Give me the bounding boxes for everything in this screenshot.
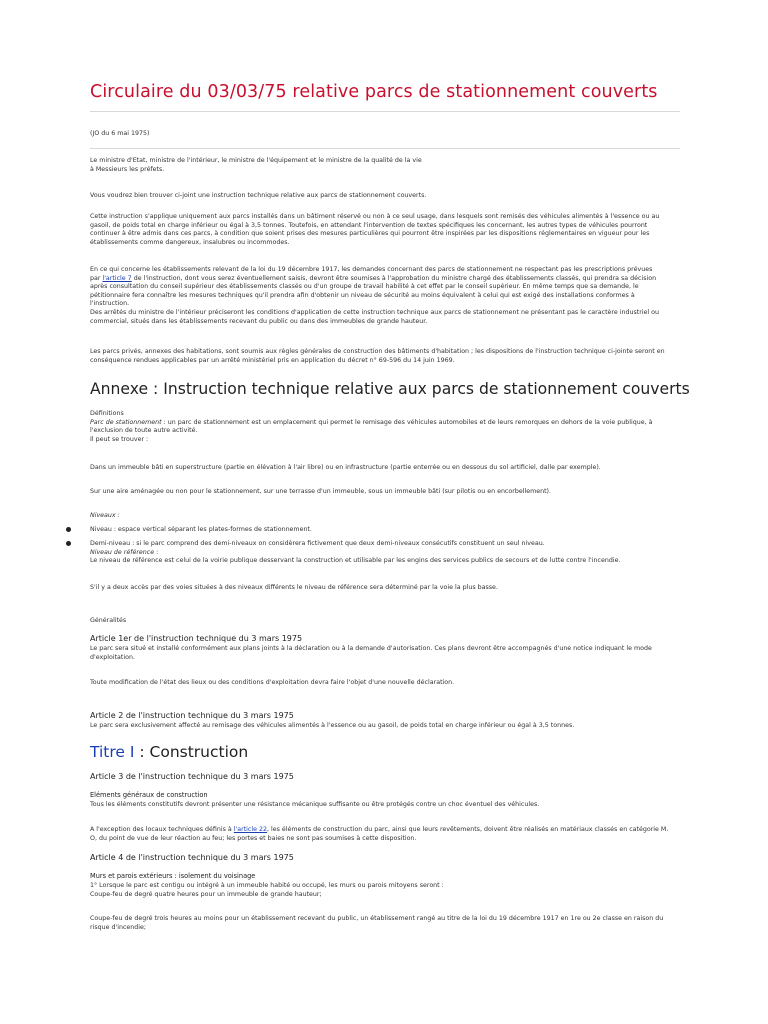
titre-1-label: : Construction: [134, 743, 249, 761]
list-item: Niveau : espace vertical séparant les plates-formes de stationnement.: [90, 526, 312, 533]
article-1-body: [90, 645, 680, 662]
page-title: Circulaire du 03/03/75 relative parcs de stationnement couverts: [90, 82, 658, 102]
article-1-modification: Toute modification de l'état des lieux ou des conditions d'exploitation devra faire l'objet d'une nouvelle déclaration.: [90, 679, 455, 686]
text-line: commercial, situés dans les établissements recevant du public ou dans des immeubles de grande hauteur.: [90, 317, 428, 325]
annexe-heading: Annexe : Instruction technique relative aux parcs de stationnement couverts: [90, 380, 690, 398]
article-4-body-2: [90, 915, 680, 932]
text-line: O, du point de vue de leur réaction au feu; les portes et baies ne sont pas soumises à cette disposition.: [90, 834, 417, 842]
article-3-body: Tous les éléments constitutifs devront présenter une résistance mécanique suffisante ou être protégés contre un choc éventuel des véhicules.: [90, 801, 540, 808]
article-7-link[interactable]: l'article 7: [102, 274, 132, 282]
titre-1-heading: [90, 743, 248, 761]
niveaux-label: Niveaux :: [90, 512, 120, 519]
text-line: établissements comme dangereux, insalubres ou incommodes.: [90, 238, 290, 246]
article-1-heading: Article 1er de l'instruction technique du 3 mars 1975: [90, 634, 303, 643]
paragraph-immeuble: Dans un immeuble bâti en superstructure (partie en élévation à l'air libre) ou en infrastructure (partie enterrée ou en dessous du sol artificiel, dalle par exemple).: [90, 464, 601, 471]
text-line: Coupe-feu de degré quatre heures pour un immeuble de grande hauteur;: [90, 890, 322, 898]
article-4-subheading: Murs et parois extérieurs : isolement du voisinage: [90, 872, 256, 880]
text-line: conséquence rendues applicables par un arrêté ministériel pris en application du décret n° 69-596 du 14 juin 1969.: [90, 356, 455, 364]
paragraph-cette: [90, 213, 680, 247]
title-divider: [90, 111, 680, 112]
bullet-icon: [66, 541, 71, 546]
text-line: l'instruction.: [90, 300, 130, 308]
definitions-heading: Définitions: [90, 410, 124, 417]
article-2-heading: Article 2 de l'instruction technique du 3 mars 1975: [90, 711, 294, 720]
bullet-icon: [66, 527, 71, 532]
term-parc: Parc de stationnement: [90, 418, 162, 426]
paragraph-en: [90, 266, 680, 326]
article-3-heading: Article 3 de l'instruction technique du 3 mars 1975: [90, 772, 294, 781]
article-4-body: [90, 882, 680, 899]
paragraph-prives: [90, 348, 680, 365]
text-line: Demi-niveau : si le parc comprend des demi-niveaux on considèrera fictivement que deux demi-niveaux consécutifs constituent un seul niveau.: [90, 540, 545, 547]
text-line: [90, 826, 680, 835]
article-22-link[interactable]: l'article 22: [233, 826, 268, 833]
intro-line: Le ministre d'Etat, ministre de l'intérieur, le ministre de l'équipement et le ministre de la qualité de la vie: [90, 157, 422, 164]
text-fragment: :: [154, 548, 159, 556]
text-line: Le parc sera situé et installé conformément aux plans joints à la déclaration ou à la demande d'autorisation. Ces plans devront être accompagnés d'une notice indiquant le mode: [90, 645, 652, 652]
text-fragment: : un parc de stationnement est un emplacement qui permet le remisage des véhicules automobiles et de leurs remorques en dehors de la voie publique, à: [161, 418, 653, 426]
text-line: Cette instruction s'applique uniquement aux parcs installés dans un bâtiment réservé ou non à ce seul usage, dans lesquels sont remisés des véhicules alimentés à l'essence ou au: [90, 213, 660, 220]
intro-line: à Messieurs les préfets.: [90, 165, 165, 173]
term-reference: Niveau de référence: [90, 548, 155, 556]
article-2-body: Le parc sera exclusivement affecté au remisage des véhicules alimentés à l'essence ou au gasoil, de poids total en charge inférieur ou égal à 3,5 tonnes.: [90, 722, 575, 729]
article-3-materials: [90, 826, 680, 843]
text-line: Coupe-feu de degré trois heures au moins pour un établissement recevant du public, un établissement rangé au titre de la loi du 19 décembre 1917 en 1re ou 2e classe en raison du: [90, 915, 664, 922]
text-line: continuer à être admis dans ces parcs, à condition que soient prises des mesures particulières qui pourront être inspirées par les dispositions réglementaires en vigueur pour les: [90, 230, 650, 238]
text-line: [90, 419, 680, 428]
definitions-block: [90, 410, 680, 444]
text-fragment: de l'instruction, dont vous serez éventuellement saisis, devront être soumises à l'approbation du ministre chargé des établissements classés, qui prendra sa décision: [131, 274, 657, 282]
article-3-subheading: Eléments généraux de construction: [90, 791, 208, 799]
article-4-heading: Article 4 de l'instruction technique du 3 mars 1975: [90, 853, 294, 862]
text-fragment: par: [90, 274, 103, 282]
text-line: En ce qui concerne les établissements relevant de la loi du 19 décembre 1917, les demandes concernant des parcs de stationnement ne respectant pas les prescriptions prévues: [90, 266, 653, 273]
intro-paragraph: [90, 157, 680, 174]
text-line: l'exclusion de toute autre activité.: [90, 427, 198, 435]
text-line: Les parcs privés, annexes des habitations, sont soumis aux règles générales de construction des bâtiments d'habitation ; les dispositions de l'instruction technique ci-jointe seront en: [90, 348, 665, 355]
text-fragment: , les éléments de construction du parc, ainsi que leurs revêtements, doivent être réalisés en matériaux classés en catégorie M.: [267, 826, 669, 833]
text-line: d'exploitation.: [90, 653, 135, 661]
paragraph-acces: S'il y a deux accès par des voies situées à des niveaux différents le niveau de référence sera déterminé par la voie la plus basse.: [90, 584, 498, 591]
text-fragment: A l'exception des locaux techniques définis à: [90, 826, 234, 833]
text-line: pétitionnaire fera connaître les mesures techniques qu'il prendra afin d'obtenir un niveau de sécurité au moins équivalent à celui qui est exigé des installations conformes à: [90, 291, 635, 299]
titre-1-number: Titre I: [90, 743, 135, 761]
text-line: [90, 549, 680, 558]
text-line: Il peut se trouver :: [90, 435, 149, 443]
text-line: après consultation du conseil supérieur des établissements classés ou d'un groupe de travail habilité à cet effet par le conseil supérieur. En même temps que sa demande, le: [90, 283, 639, 291]
generalites-heading: Généralités: [90, 617, 127, 624]
text-line: Des arrêtés du ministre de l'intérieur préciseront les conditions d'application de cette instruction technique aux parcs de stationnement ne présentant pas le caractère industriel ou: [90, 308, 660, 316]
list-item: [90, 540, 680, 566]
text-line: gasoil, de poids total en charge inférieur ou égal à 3,5 tonnes. Toutefois, en attendant l'intervention de textes spécifiques les concernant, les autres types de véhicules pourront: [90, 221, 648, 229]
paragraph-vous: Vous voudrez bien trouver ci-joint une instruction technique relative aux parcs de stationnement couverts.: [90, 192, 427, 199]
text-line: Le niveau de référence est celui de la voirie publique desservant la construction et utilisable par les engins des services publics de secours et de lutte contre l'incendie.: [90, 557, 621, 565]
text-line: 1° Lorsque le parc est contigu ou intégré à un immeuble habité ou occupé, les murs ou parois mitoyens seront :: [90, 882, 444, 889]
paragraph-aire: Sur une aire aménagée ou non pour le stationnement, sur une terrasse d'un immeuble, sous un immeuble bâti (sur pilotis ou en encorbellement).: [90, 488, 552, 495]
jo-reference: (JO du 6 mai 1975): [90, 130, 150, 137]
text-line: risque d'incendie;: [90, 923, 147, 931]
text-line: [90, 275, 680, 284]
jo-divider: [90, 148, 680, 149]
